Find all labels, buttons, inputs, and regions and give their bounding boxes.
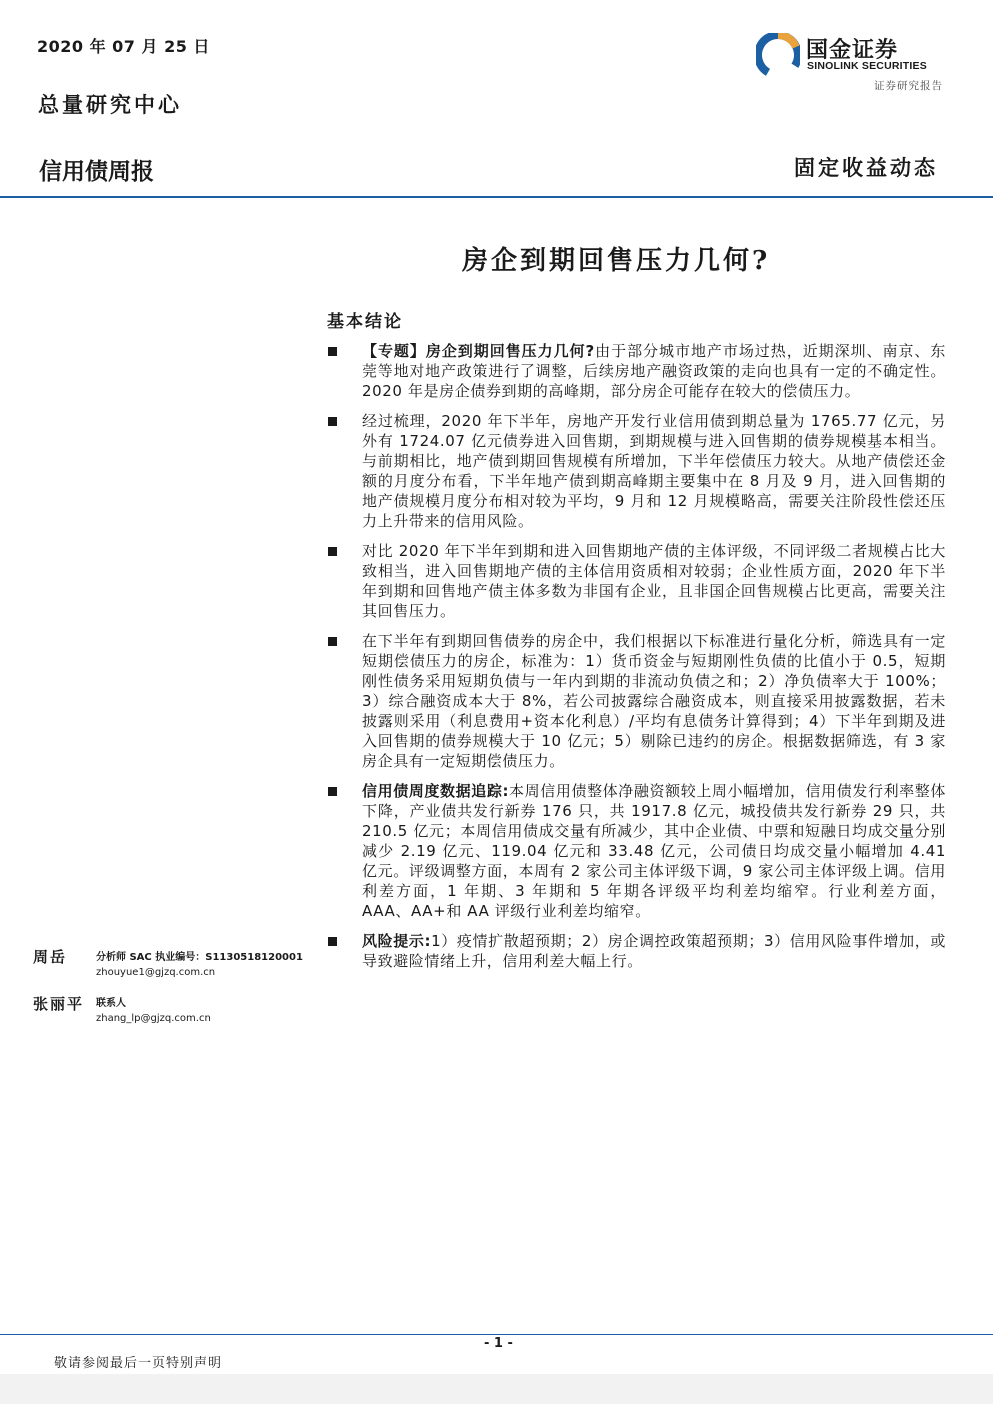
footer-band bbox=[0, 1374, 993, 1404]
analyst-info bbox=[96, 950, 303, 980]
contact-email[interactable]: zhang_lp@gjzq.com.cn bbox=[96, 1013, 211, 1024]
bullet-square-icon bbox=[328, 937, 337, 946]
bullet-square-icon bbox=[328, 347, 337, 356]
bullet-text: 由于部分城市地产市场过热，近期深圳、南京、东莞等地对地产政策进行了调整，后续房地产融资政策的走向也具有一定的不确定性。2020 年是房企债券到期的高峰期，部分房企可能存在较大的偿债压力。 bbox=[362, 342, 947, 400]
logo-subtitle: 证券研究报告 bbox=[874, 80, 943, 92]
company-logo bbox=[756, 33, 946, 77]
header-divider bbox=[0, 196, 993, 198]
list-item bbox=[326, 411, 946, 531]
bullet-lead: 【专题】房企到期回售压力几何? bbox=[362, 342, 595, 360]
report-title: 房企到期回售压力几何? bbox=[462, 246, 771, 276]
contact-name: 张丽平 bbox=[33, 995, 85, 1013]
contact-role: 联系人 bbox=[96, 998, 126, 1009]
list-item bbox=[326, 341, 946, 401]
report-category: 固定收益动态 bbox=[794, 155, 938, 180]
disclaimer-note: 敬请参阅最后一页特别声明 bbox=[54, 1356, 223, 1371]
analyst-role: 分析师 SAC 执业编号：S1130518120001 bbox=[96, 952, 303, 963]
bullet-square-icon bbox=[328, 547, 337, 556]
list-item bbox=[326, 781, 946, 921]
bullet-text: 经过梳理，2020 年下半年，房地产开发行业信用债到期总量为 1765.77 亿元，另外有 1724.07 亿元债券进入回售期，到期规模与进入回售期的债券规模基本相当。与前期相比，地产债到期回售规模有所增加，下半年偿债压力较大。从地产债偿还金额的月度分布看，下半年地产债到期高峰期主要集中在 8 月及 9 月，进入回售期的地产债规模月度分布相对较为平均，9 月和 12 月规模略高，需要关注阶段性偿还压力上升带来的信用风险。 bbox=[362, 412, 946, 530]
list-item bbox=[326, 631, 946, 771]
list-item bbox=[326, 931, 946, 971]
bullet-text: 在下半年有到期回售债券的房企中，我们根据以下标准进行量化分析，筛选具有一定短期偿债压力的房企，标准为：1）货币资金与短期刚性负债的比值小于 0.5，短期刚性债务采用短期负债与一年内到期的非流动负债之和；2）净负债率大于 100%；3）综合融资成本大于 8%，若公司披露综合融资成本，则直接采用披露数据，若未披露则采用（利息费用+资本化利息）/平均有息债务计算得到；4）下半年到期及进入回售期的债券规模大于 10 亿元；5）剔除已违约的房企。根据数据筛选，有 3 家房企具有一定短期偿债压力。 bbox=[362, 632, 946, 770]
analyst-name: 周岳 bbox=[33, 948, 68, 966]
bullet-text: 对比 2020 年下半年到期和进入回售期地产债的主体评级，不同评级二者规模占比大致相当，进入回售期地产债的主体信用资质相对较弱；企业性质方面，2020 年下半年到期和回售地产债主体多数为非国有企业，且非国企回售规模占比更高，需要关注其回售压力。 bbox=[362, 542, 946, 620]
analyst-email[interactable]: zhouyue1@gjzq.com.cn bbox=[96, 967, 216, 978]
bullet-lead: 风险提示: bbox=[362, 932, 432, 950]
logo-mark-icon bbox=[756, 33, 800, 77]
report-date: 2020 年 07 月 25 日 bbox=[37, 37, 210, 56]
bullet-lead: 信用债周度数据追踪: bbox=[362, 782, 510, 800]
bullet-text: 本周信用债整体净融资额较上周小幅增加，信用债发行利率整体下降，产业债共发行新券 176 只，共 1917.8 亿元，城投债共发行新券 29 只，共 210.5 亿元；本周信用债成交量有所减少，其中企业债、中票和短融日均成交量分别减少 2.19 亿元、119.04 亿元和 33.48 亿元，公司债日均成交量小幅增加 4.41 亿元。评级调整方面，本周有 2 家公司主体评级下调，9 家公司主体评级上调。信用利差方面，1 年期、3 年期和 5 年期各评级平均利差均缩窄。行业利差方面，AAA、AA+和 AA 评级行业利差均缩窄。 bbox=[362, 782, 946, 920]
bullet-square-icon bbox=[328, 417, 337, 426]
conclusion-list bbox=[326, 341, 946, 981]
bullet-square-icon bbox=[328, 787, 337, 796]
logo-chinese-name: 国金证券 bbox=[806, 38, 899, 63]
page-number: - 1 - bbox=[484, 1336, 513, 1351]
bullet-square-icon bbox=[328, 637, 337, 646]
section-heading: 基本结论 bbox=[327, 312, 403, 332]
report-type: 信用债周报 bbox=[39, 159, 154, 185]
logo-english-name: SINOLINK SECURITIES bbox=[807, 60, 927, 72]
research-center-name: 总量研究中心 bbox=[38, 92, 182, 117]
list-item bbox=[326, 541, 946, 621]
contact-info bbox=[96, 996, 211, 1026]
bullet-text: 1）疫情扩散超预期；2）房企调控政策超预期；3）信用风险事件增加，或导致避险情绪上升，信用利差大幅上行。 bbox=[362, 932, 946, 970]
footer-divider bbox=[0, 1334, 993, 1335]
